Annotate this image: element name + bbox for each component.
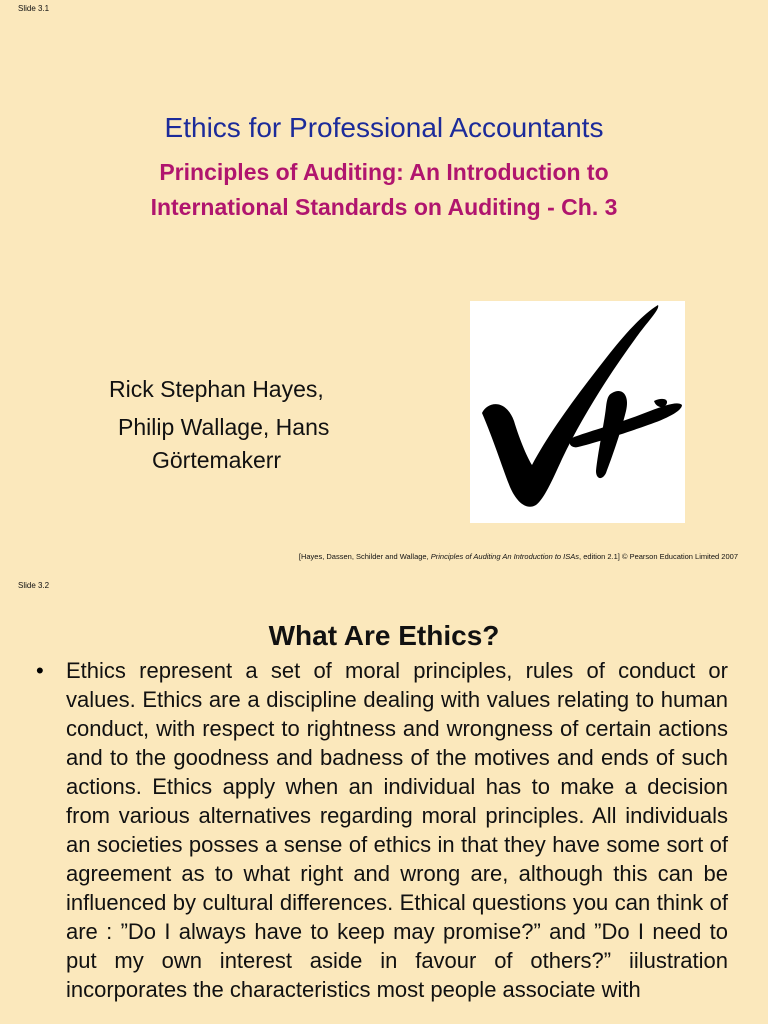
slide-title: Ethics for Professional Accountants	[164, 112, 604, 143]
author-line-2: Philip Wallage, Hans	[118, 414, 330, 440]
citation-suffix: , edition 2.1] © Pearson Education Limited 2007	[579, 552, 738, 561]
bullet-paragraph: Ethics represent a set of moral principles, rules of conduct or values. Ethics are a discipline dealing with values relating to human conduct, with respect to rightness and wrongness of certain actions and to the goodness and badness of the motives and ends of such actions. Ethics apply when an individual has to make a decision from various alternatives regarding moral principles. All individuals an societies posses a sense of ethics in that they have some sort of agreement as to what right and wrong are, although this can be influenced by cultural differences. Ethical questions you can think of are : ”Do I always have to keep may promise?” and ”Do I need to put my own interest aside in favour of others?” iilustration incorporates the characteristics most people associate with	[66, 658, 728, 1002]
subtitle-line-1: Principles of Auditing: An Introduction to	[159, 159, 609, 185]
subtitle-line-2: International Standards on Auditing - Ch. 3	[150, 194, 618, 220]
author-line-1: Rick Stephan Hayes,	[109, 376, 324, 402]
slide-title: What Are Ethics?	[268, 620, 500, 651]
checkmark-plus-brush-icon	[470, 301, 685, 523]
slide-subtitle	[90, 155, 678, 225]
slide-3-2	[0, 572, 768, 1024]
bullet-symbol: •	[36, 658, 44, 683]
slide-number: Slide 3.2	[18, 581, 50, 590]
citation	[299, 552, 738, 561]
slide-number: Slide 3.1	[18, 4, 50, 13]
author-line-3: Görtemakerr	[152, 447, 282, 473]
citation-title: Principles of Auditing An Introduction to ISAs	[430, 552, 580, 561]
citation-prefix: [Hayes, Dassen, Schilder and Wallage,	[298, 552, 431, 561]
